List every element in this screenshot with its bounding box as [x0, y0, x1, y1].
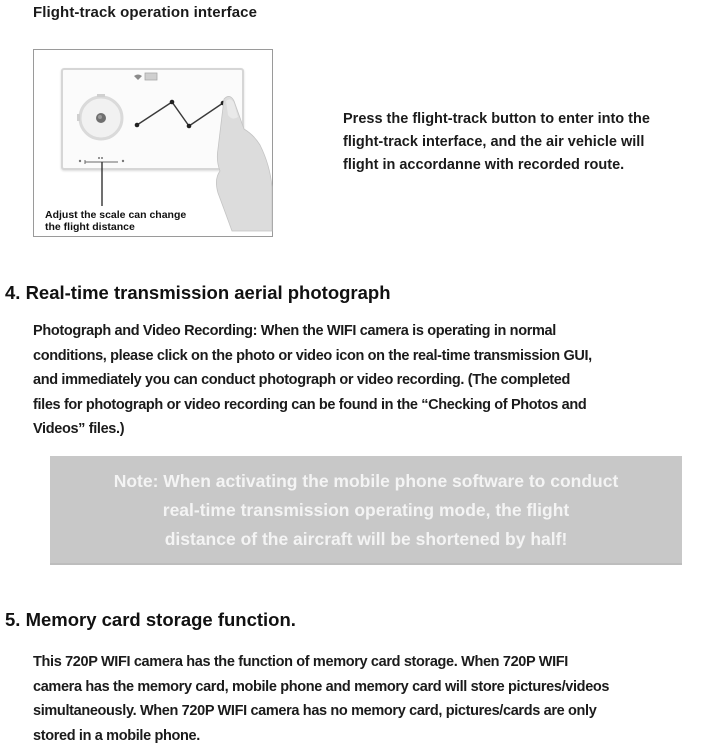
caption-line: the flight distance [45, 221, 135, 233]
section4-paragraph [33, 319, 592, 442]
note-line: real-time transmission operating mode, the flight [162, 500, 570, 520]
description-line: flight in accordanne with recorded route. [343, 157, 625, 173]
paragraph-line: camera has the memory card, mobile phone and memory card will store pictures/videos [33, 678, 610, 695]
joystick-icon [77, 94, 122, 139]
figure-description [343, 108, 650, 177]
wifi-icon [134, 75, 142, 81]
figure-caption [45, 209, 186, 233]
paragraph-line: simultaneously. When 720P WIFI camera has no memory card, pictures/cards are only [33, 703, 597, 719]
paragraph-line: This 720P WIFI camera has the function of memory card storage. When 720P WIFI [33, 654, 568, 670]
hand-pointer-icon [216, 96, 272, 231]
note-line: Note: When activating the mobile phone software to conduct [113, 471, 619, 491]
description-line: Press the flight-track button to enter into the [343, 111, 650, 127]
paragraph-line: and immediately you can conduct photograph or video recording. (The completed [33, 372, 571, 388]
figure-title: Flight-track operation interface [33, 4, 258, 21]
note-line: distance of the aircraft will be shortened by half! [164, 529, 568, 549]
note-text [50, 467, 682, 554]
description-line: flight-track interface, and the air vehicle will [343, 134, 645, 150]
caption-line: Adjust the scale can change [45, 209, 187, 221]
paragraph-line: conditions, please click on the photo or video icon on the real-time transmission GUI, [33, 347, 592, 364]
paragraph-line: files for photograph or video recording can be found in the “Checking of Photos and [33, 396, 587, 413]
paragraph-line: Photograph and Video Recording: When the WIFI camera is operating in normal [33, 323, 556, 339]
flight-route-line [137, 102, 223, 126]
paragraph-line: Videos” files.) [33, 421, 125, 437]
paragraph-line: stored in a mobile phone. [33, 727, 200, 744]
battery-icon [145, 73, 157, 80]
section-heading-memory-card: 5. Memory card storage function. [5, 609, 296, 630]
section-heading-realtime-transmission: 4. Real-time transmission aerial photograph [5, 282, 391, 303]
section5-paragraph [33, 650, 609, 748]
